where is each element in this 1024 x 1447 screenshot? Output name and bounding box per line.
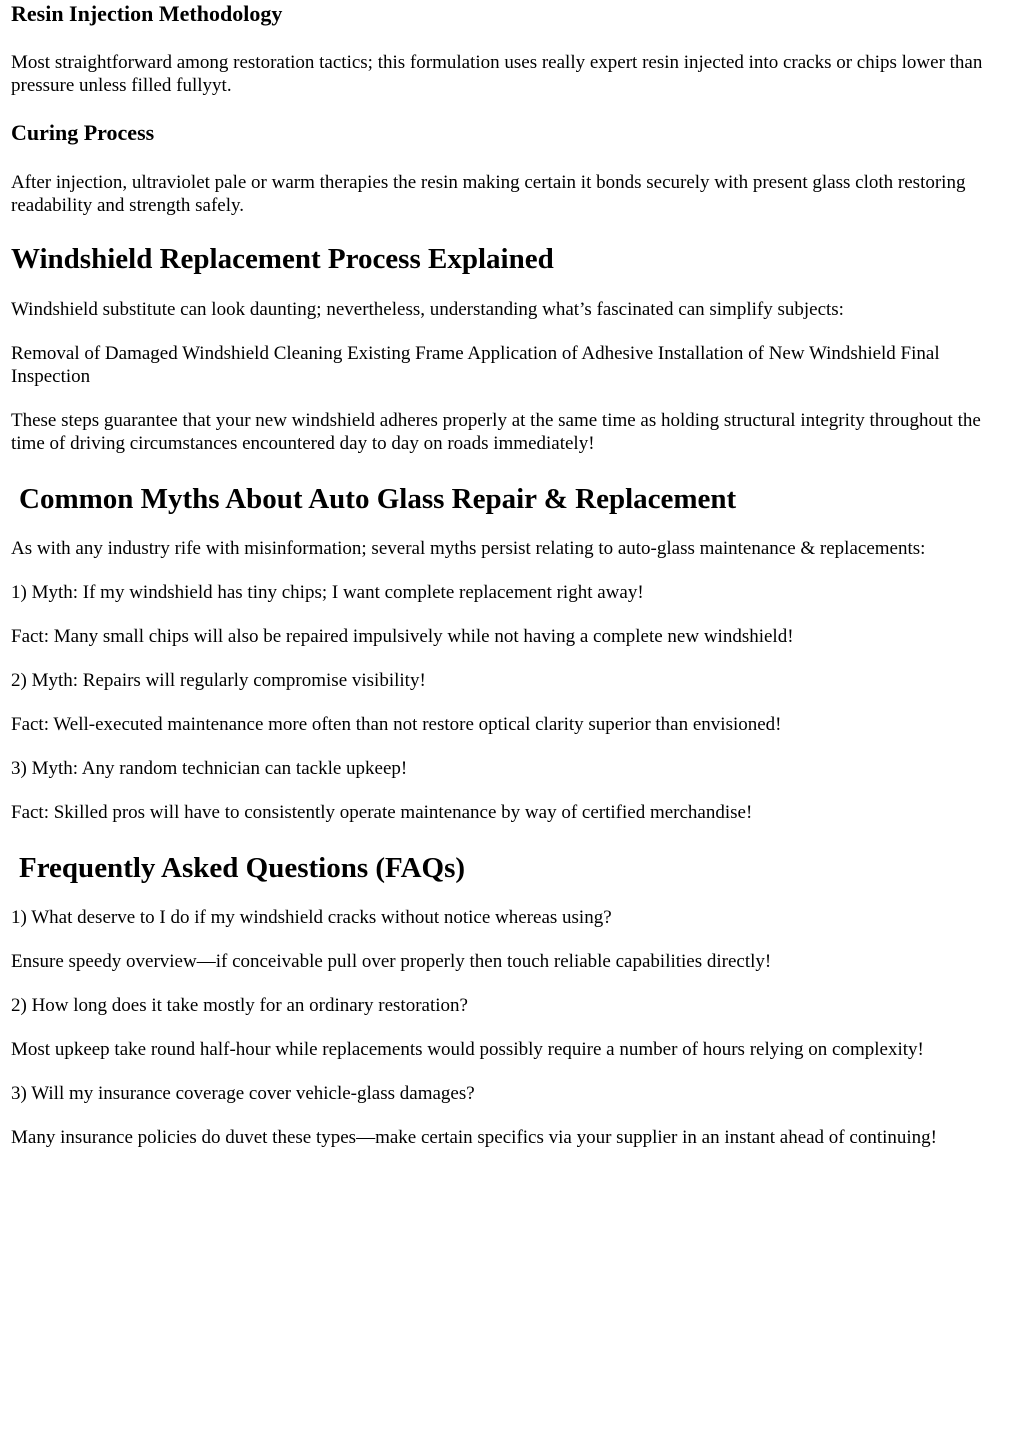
paragraph-curing: After injection, ultraviolet pale or warm therapies the resin making certain it bonds securely with present glass cloth restoring readability and strength safely. [11,172,966,216]
fact-item: Fact: Well-executed maintenance more often than not restore optical clarity superior than envisioned! [11,714,782,735]
fact-item: Fact: Many small chips will also be repaired impulsively while not having a complete new windshield! [11,626,794,647]
section-heading-myths: Common Myths About Auto Glass Repair & Replacement [19,483,737,515]
paragraph-replacement-intro: Windshield substitute can look daunting; nevertheless, understanding what’s fascinated can simplify subjects: [11,299,844,320]
myth-item: 1) Myth: If my windshield has tiny chips; I want complete replacement right away! [11,582,644,603]
fact-item: Fact: Skilled pros will have to consistently operate maintenance by way of certified merchandise! [11,802,753,823]
faq-question: 1) What deserve to I do if my windshield cracks without notice whereas using? [11,907,612,928]
faq-answer: Ensure speedy overview—if conceivable pull over properly then touch reliable capabilities directly! [11,951,772,972]
section-heading-resin: Resin Injection Methodology [11,1,283,26]
section-heading-replacement: Windshield Replacement Process Explained [11,243,554,275]
section-heading-curing: Curing Process [11,120,155,145]
paragraph-replacement-outro: These steps guarantee that your new windshield adheres properly at the same time as holding structural integrity throughout the time of driving circumstances encountered day to day on roads immediately! [11,410,981,454]
faq-question: 2) How long does it take mostly for an ordinary restoration? [11,995,468,1016]
paragraph-myths-intro: As with any industry rife with misinformation; several myths persist relating to auto-glass maintenance & replacements: [11,538,926,559]
faq-answer: Most upkeep take round half-hour while replacements would possibly require a number of hours relying on complexity! [11,1039,924,1060]
article-body [0,1,1011,1149]
paragraph-resin: Most straightforward among restoration tactics; this formulation uses really expert resin injected into cracks or chips lower than pressure unless filled fullyyt. [11,52,983,96]
paragraph-replacement-steps: Removal of Damaged Windshield Cleaning Existing Frame Application of Adhesive Installation of New Windshield Final Inspection [11,343,940,387]
faq-answer: Many insurance policies do duvet these types—make certain specifics via your supplier in an instant ahead of continuing! [11,1127,937,1148]
myth-item: 2) Myth: Repairs will regularly compromise visibility! [11,670,426,691]
section-heading-faq: Frequently Asked Questions (FAQs) [19,852,466,884]
myth-item: 3) Myth: Any random technician can tackle upkeep! [11,758,408,779]
faq-question: 3) Will my insurance coverage cover vehicle-glass damages? [11,1083,475,1104]
